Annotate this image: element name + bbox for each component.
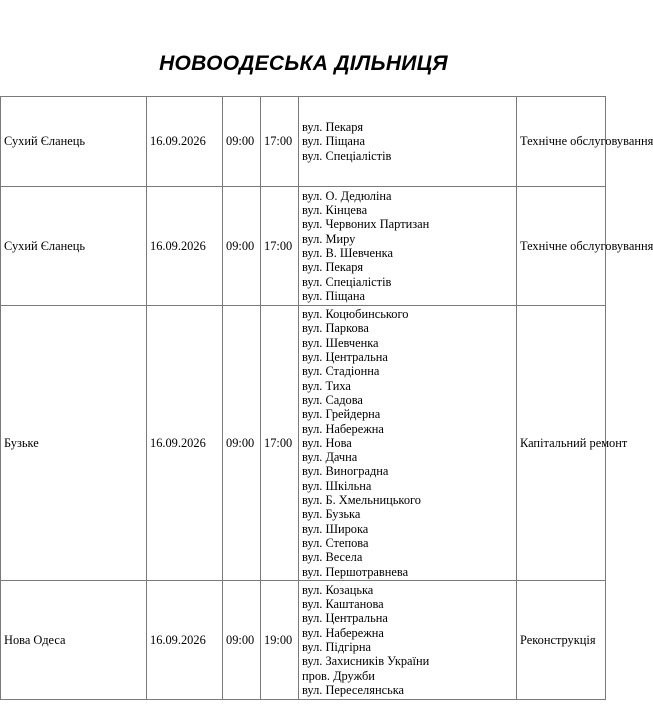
work-type-cell: Реконструкція bbox=[517, 581, 606, 700]
location-cell: Бузьке bbox=[1, 306, 147, 581]
end-time-cell: 17:00 bbox=[261, 187, 299, 306]
date-cell: 16.09.2026 bbox=[147, 306, 223, 581]
street-item: вул. Кінцева bbox=[302, 203, 368, 218]
work-type-cell: Технічне обслуговування bbox=[517, 97, 606, 187]
work-type-cell: Капітальний ремонт bbox=[517, 306, 606, 581]
start-time-cell: 09:00 bbox=[223, 187, 261, 306]
street-item: вул. Широка bbox=[302, 521, 369, 536]
street-item: вул. Спеціалістів bbox=[302, 148, 392, 163]
streets-cell bbox=[299, 581, 517, 700]
street-item: вул. Виноградна bbox=[302, 464, 389, 479]
schedule-body bbox=[1, 97, 653, 700]
street-item: вул. Садова bbox=[302, 392, 363, 407]
street-item: вул. Стадіонна bbox=[302, 364, 380, 379]
street-item: вул. Дачна bbox=[302, 450, 358, 465]
streets-cell bbox=[299, 187, 517, 306]
table-row bbox=[1, 97, 606, 187]
street-item: вул. Паркова bbox=[302, 321, 369, 336]
work-type-cell: Технічне обслуговування bbox=[517, 187, 606, 306]
date-cell: 16.09.2026 bbox=[147, 97, 223, 187]
streets-cell bbox=[299, 306, 517, 581]
street-item: вул. Підгірна bbox=[302, 640, 372, 654]
street-item: вул. Миру bbox=[302, 231, 356, 246]
street-item: вул. Козацька bbox=[302, 582, 374, 597]
outage-schedule-table bbox=[0, 96, 653, 700]
street-item: вул. Весела bbox=[302, 550, 363, 565]
end-time-cell: 17:00 bbox=[261, 306, 299, 581]
street-item: пров. Дружби bbox=[302, 668, 375, 683]
street-item: вул. Пекаря bbox=[302, 260, 364, 275]
location-cell: Сухий Єланець bbox=[1, 97, 147, 187]
location-cell: Нова Одеса bbox=[1, 581, 147, 700]
street-item: вул. Набережна bbox=[302, 421, 384, 436]
location-cell: Сухий Єланець bbox=[1, 187, 147, 306]
street-item: вул. Піщана bbox=[302, 134, 366, 149]
end-time-cell: 19:00 bbox=[261, 581, 299, 700]
street-item: вул. Шевченка bbox=[302, 335, 379, 350]
street-item: вул. Нова bbox=[302, 435, 352, 450]
streets-cell bbox=[299, 97, 517, 187]
street-item: вул. Пекаря bbox=[302, 120, 364, 135]
street-item: вул. Першотравнева bbox=[302, 564, 409, 579]
street-item: вул. Піщана bbox=[302, 288, 366, 303]
start-time-cell: 09:00 bbox=[223, 581, 261, 700]
date-cell: 16.09.2026 bbox=[147, 581, 223, 700]
street-item: вул. Бузька bbox=[302, 507, 361, 522]
street-item: вул. В. Шевченка bbox=[302, 246, 393, 260]
end-time-cell: 17:00 bbox=[261, 97, 299, 187]
street-item: вул. Спеціалістів bbox=[302, 274, 392, 289]
street-item: вул. Центральна bbox=[302, 350, 388, 365]
street-item: вул. Степова bbox=[302, 535, 369, 550]
street-item: вул. Набережна bbox=[302, 625, 384, 640]
table-row bbox=[1, 581, 606, 700]
street-item: вул. Коцюбинського bbox=[302, 307, 409, 322]
start-time-cell: 09:00 bbox=[223, 306, 261, 581]
street-item: вул. Б. Хмельницького bbox=[302, 493, 421, 508]
street-item: вул. О. Дедюліна bbox=[302, 188, 392, 203]
date-cell: 16.09.2026 bbox=[147, 187, 223, 306]
page-title: НОВООДЕСЬКА ДІЛЬНИЦЯ bbox=[159, 52, 448, 75]
street-item: вул. Захисників України bbox=[302, 654, 430, 669]
street-item: вул. Грейдерна bbox=[302, 407, 381, 422]
street-item: вул. Тиха bbox=[302, 378, 351, 393]
street-item: вул. Шкільна bbox=[302, 478, 372, 493]
table-row bbox=[1, 306, 606, 581]
start-time-cell: 09:00 bbox=[223, 97, 261, 187]
street-item: вул. Центральна bbox=[302, 611, 388, 626]
street-item: вул. Переселянська bbox=[302, 682, 405, 697]
street-item: вул. Червоних Партизан bbox=[302, 217, 430, 232]
table-row bbox=[1, 187, 606, 306]
street-item: вул. Каштанова bbox=[302, 597, 384, 612]
